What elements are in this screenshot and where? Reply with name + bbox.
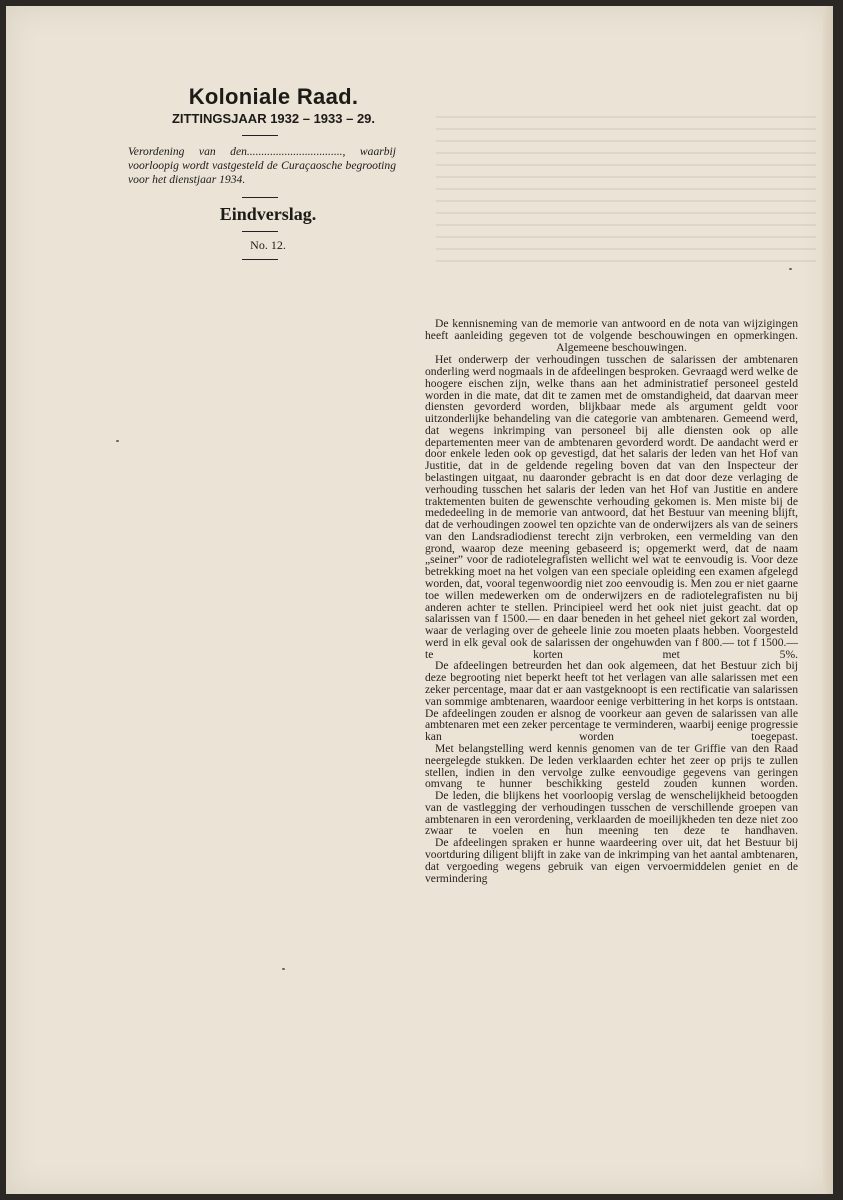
body-paragraph: Met belangstelling werd kennis genomen van de ter Griffie van den Raad neergelegde stukken. De leden verklaarden echter het zeer op prijs te zullen stellen, indien in den vervolge zulke eenvoudige gegevens van geringen omvang te hunner beschikking gesteld zouden kunnen worden. (425, 741, 798, 791)
divider (242, 135, 278, 136)
body-paragraph: De leden, die blijkens het voorloopig verslag de wenschelijkheid betoogden van de vastlegging der verhoudingen tusschen de verschillende groepen van ambtenaren in een verordening, verklaarden de moeilijkheden ten deze niet zoo zwaar te voelen en hun meening ten deze te handhaven. (425, 789, 798, 838)
divider (242, 231, 278, 232)
page-edge (823, 6, 833, 1194)
council-title: Koloniale Raad. (188, 84, 359, 109)
paper-speck (116, 440, 119, 442)
section-heading: Algemeene beschouwingen. (556, 340, 687, 354)
body-paragraph: De afdeelingen betreurden het dan ook algemeen, dat het Bestuur zich bij deze begrooting niet beperkt heeft tot het verlagen van alle salarissen met een zeker percentage, maar dat er aan vastgeknoopt is een rectificatie van salarissen van sommige ambtenaren, waardoor eenige verbittering in het korps is ontstaan. De afdeelingen zouden er alsnog de voorkeur aan geven de salarissen van alle ambtenaren met een zeker percentage te verminderen, waarbij eenige progressie kan worden toegepast. (425, 659, 798, 744)
report-body (425, 318, 798, 884)
body-paragraph: Het onderwerp der verhoudingen tusschen de salarissen der ambtenaren onderling werd nogmaals in de afdeelingen besproken. Gevraagd werd welke de hoogere eischen zijn, welke thans aan het administratief personeel gesteld worden in die mate, dat dit te zamen met de omstandigheid, dat daarvan meer diensten gevorderd worden, blijkbaar mede als argument geldt voor uitzonderlijke behandeling van die categorie van ambtenaren. Gemeend werd, dat wegens inkrimping van personeel bij alle diensten ook op alle departementen meer van de ambtenaren gevorderd wordt. De aandacht werd er door enkele leden ook op gevestigd, dat het salaris der leden van het Hof van Justitie, dat in de geldende regeling boven dat van den Inspecteur der belastingen uitgaat, nu daaronder gebracht is en dat door deze verlaging de verhouding tusschen het salaris der leden van het Hof van Justitie en andere traktementen buiten de gewenschte verhouding gekomen is. Men miste bij de mededeeling in de memorie van antwoord, dat het Bestuur van meening blijft, dat de verhoudingen zoowel ten opzichte van de onderwijzers als van de seiners van den Landsradiodienst terecht zijn verbroken, een vermelding van den grond, waarop deze meening gebaseerd is; opgemerkt werd, dat de naam „seiner” voor de radiotelegrafisten wellicht wel wat te eenvoudig is. Voor deze betrekking moet na het volgen van een speciale opleiding een examen afgelegd worden, dat, vooral tegenwoordig niet zoo eenvoudig is. Men zou er niet gaarne toe willen medewerken om de onderwijzers en de radiotelegrafisten nu bij anderen achter te stellen. Principieel werd het ook niet juist geacht. dat op salarissen van f 1500.— en daar beneden in het geheel niet gekort zal worden, waar de verlaging over de geheele linie zou moeten plaats hebben. Voorgesteld werd in elk geval ook de salarissen der ongehuwden van f 800.— tot f 1500.— te korten met 5%. (425, 353, 798, 661)
divider (242, 197, 278, 198)
document-page (6, 6, 833, 1194)
ordinance-subject: Verordening van den................................., waarbij voorloopig wordt vastgesteld de Curaçaosche begrooting voor het dienstjaar 1934. (128, 145, 396, 186)
paper-speck (282, 968, 285, 970)
session-year: ZITTINGSJAAR 1932 – 1933 – 29. (171, 111, 376, 126)
paper-speck (789, 268, 792, 270)
body-paragraph: De afdeelingen spraken er hunne waardeering over uit, dat het Bestuur bij voortduring diligent blijft in zake van de inkrimping van het aantal ambtenaren, dat vergoeding wegens gebruik van eigen vervoermiddelen geniet en de vermindering (425, 836, 798, 885)
report-number: No. 12. (250, 238, 286, 252)
document-header (116, 84, 406, 269)
intro-paragraph: De kennisneming van de memorie van antwoord en de nota van wijzigingen heeft aanleiding gegeven tot de volgende beschouwingen en opmerkingen. (425, 317, 798, 342)
show-through-text (436, 116, 816, 266)
divider (242, 259, 278, 260)
report-title: Eindverslag. (219, 204, 317, 224)
